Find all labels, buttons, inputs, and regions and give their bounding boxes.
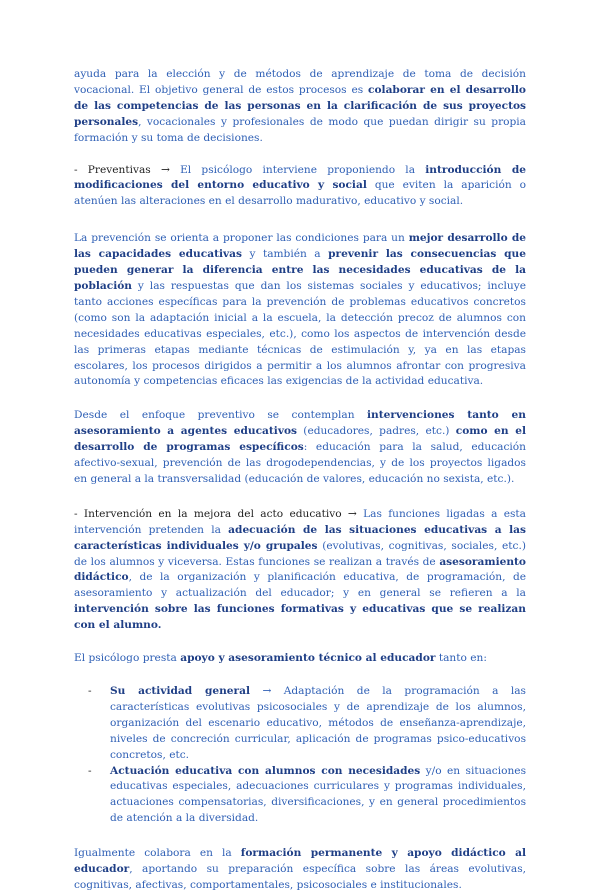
paragraph-support-intro bbox=[74, 651, 526, 667]
highlight: mejor desarrollo de las capacidades educativas bbox=[74, 232, 526, 261]
text: Igualmente colabora en la bbox=[74, 847, 241, 860]
paragraph-preventive-approach bbox=[74, 408, 526, 488]
text: tanto en: bbox=[435, 652, 487, 665]
highlight: prevenir las consecuencias que pueden generar la diferencia entre las necesidades educativas de la población bbox=[74, 248, 526, 292]
text: El psicólogo interviene proponiendo la bbox=[180, 163, 426, 176]
paragraph-preventive bbox=[74, 163, 526, 211]
text: Las funciones ligadas a esta intervención pretenden la bbox=[74, 507, 526, 536]
highlight: asesoramiento didáctico bbox=[74, 555, 526, 584]
paragraph-vocational-guidance bbox=[74, 67, 526, 147]
list-item bbox=[74, 684, 526, 764]
text: y las respuestas que dan los sistemas sociales y educativos; incluye tanto acciones específicas para la prevención de problemas educativos concretos (como son la adaptación inicial a la escuela, la detección precoz de alumnos con necesidades educativas especiales, etc.), como los aspectos de intervención desde las primeras etapas mediante técnicas de estimulación y, ya en las etapas escolares, los procesos dirigidos a permitir a los alumnos afrontar con progresiva autonomía y competencias eficaces las exigencias de la actividad educativa. bbox=[74, 279, 526, 388]
text: , aportando su preparación específica sobre las áreas evolutivas, cognitivas, afectivas, comportamentales, psicosociales e institucionales. bbox=[74, 863, 526, 891]
document-body bbox=[74, 67, 526, 894]
text: (evolutivas, cognitivas, sociales, etc.) de los alumnos y viceversa. Estas funciones se realizan a través de bbox=[74, 539, 526, 568]
text: → Adaptación de la programación a las características evolutivas psicosociales y de aprendizaje de los alumnos, organización del escenario educativo, métodos de enseñanza-aprendizaje, niveles de concreción curricular, aplicación de programas psico-educativos concretos, etc. bbox=[110, 685, 526, 761]
text: y también a bbox=[241, 248, 329, 261]
section-label-preventivas: - Preventivas → bbox=[74, 163, 181, 176]
list-item bbox=[74, 764, 526, 828]
paragraph-continuing-education bbox=[74, 846, 526, 894]
text: : educación para la salud, educación afectivo-sexual, prevención de las drogodependencias, y de los proyectos ligados en general a la transversalidad (educación de valores, educación no sexista, etc.). bbox=[74, 441, 526, 485]
text: La prevención se orienta a proponer las condiciones para un bbox=[74, 232, 409, 245]
text: y/o en situaciones educativas especiales, adecuaciones curriculares y programas individuales, actuaciones compensatorias, diversificaciones, y en general procedimientos de atención a la diversidad. bbox=[110, 764, 527, 825]
text: que eviten la aparición o atenúen las alteraciones en el desarrollo madurativo, educativo y social. bbox=[74, 179, 526, 208]
highlight: intervenciones tanto en asesoramiento a agentes educativos bbox=[74, 409, 526, 438]
highlight: introducción de modificaciones del entorno educativo y social bbox=[74, 163, 527, 192]
list-dash: - bbox=[88, 685, 92, 697]
highlight: intervención sobre las funciones formativas y educativas que se realizan con el alumno. bbox=[74, 603, 526, 632]
list-dash: - bbox=[88, 764, 92, 777]
highlight: formación permanente y apoyo didáctico al educador bbox=[74, 847, 527, 876]
section-label-intervencion: - Intervención en la mejora del acto educativo → bbox=[74, 507, 364, 520]
highlight: colaborar en el desarrollo de las competencias de las personas en la clarificación de sus proyectos personales bbox=[74, 83, 526, 128]
text: , de la organización y planificación educativa, de programación, de asesoramiento y actualización del educador; y en general se refieren a la bbox=[74, 571, 526, 600]
highlight: Su actividad general bbox=[110, 685, 251, 697]
support-list bbox=[74, 684, 526, 827]
text: (educadores, padres, etc.) bbox=[297, 425, 456, 438]
text: , vocacionales y profesionales de modo que puedan dirigir su propia formación y su toma de decisiones. bbox=[74, 115, 526, 144]
highlight: Actuación educativa con alumnos con necesidades bbox=[110, 764, 421, 777]
highlight: adecuación de las situaciones educativas a las características individuales y/o grupales bbox=[74, 523, 526, 552]
highlight: apoyo y asesoramiento técnico al educador bbox=[180, 652, 436, 665]
text: ayuda para la elección y de métodos de aprendizaje de toma de decisión vocacional. El objetivo general de estos procesos es bbox=[74, 68, 526, 96]
text: El psicólogo presta bbox=[74, 652, 181, 665]
text: Desde el enfoque preventivo se contemplan bbox=[74, 409, 368, 422]
paragraph-prevention bbox=[74, 231, 526, 390]
highlight: como en el desarrollo de programas específicos bbox=[74, 425, 526, 454]
paragraph-educational-improvement bbox=[74, 507, 526, 634]
